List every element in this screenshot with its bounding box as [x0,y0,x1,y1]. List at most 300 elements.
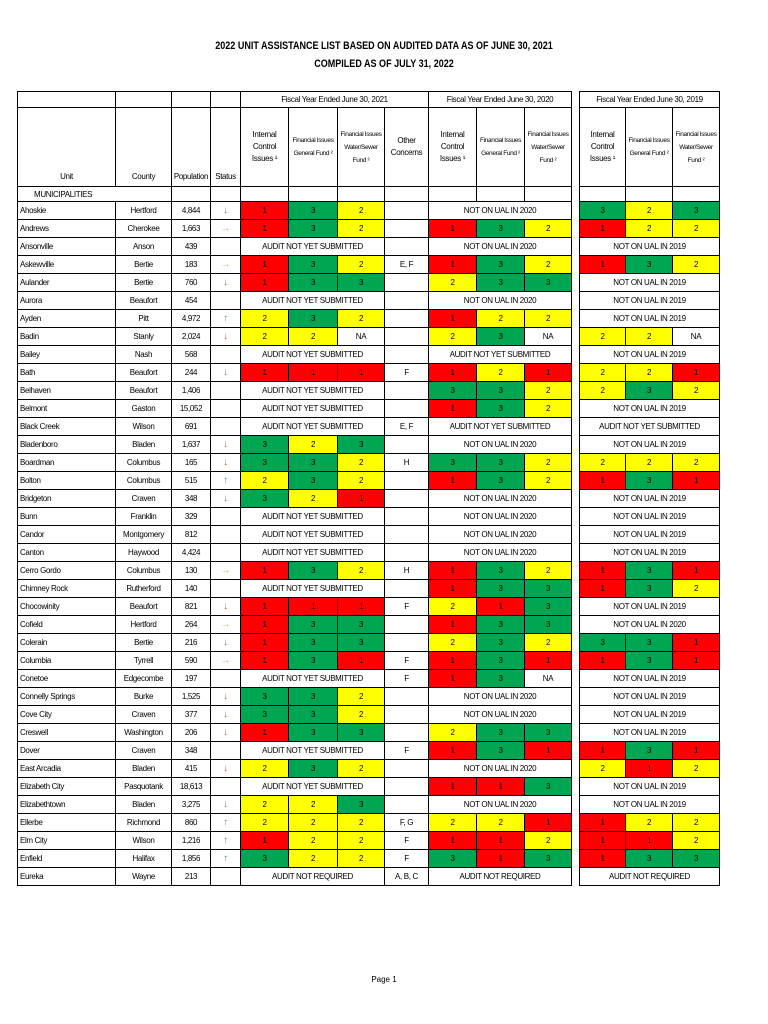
rating-value: 3 [450,386,455,395]
status-cell [211,724,241,742]
fy-2019-header: Fiscal Year Ended June 30, 2019 [580,92,720,108]
rating-cell-2019 [626,562,673,580]
population-value: 4,844 [172,202,211,220]
rating-value: 3 [646,638,652,647]
rating-value: 3 [600,206,605,215]
rating-cell-2019 [673,364,720,382]
section-row [18,187,720,202]
page-number: Page 1 [371,975,397,984]
rating-cell-2019 [673,202,720,220]
rating-value: 3 [545,278,551,287]
status-message-2021: AUDIT NOT YET SUBMITTED [241,400,385,418]
rating-value: 2 [450,332,455,341]
rating-cell-2020 [525,580,572,598]
status-cell [211,598,241,616]
rating-cell-2019 [580,814,626,832]
rating-cell-2020: NA [525,670,572,688]
rating-value: 2 [358,224,364,233]
unit-name: Eureka [18,868,116,886]
rating-value: 3 [646,476,652,485]
other-concerns [385,778,429,796]
rating-value: 2 [646,224,652,233]
rating-cell-2021 [338,274,385,292]
population-value: 812 [172,526,211,544]
rating-cell-2020 [429,382,477,400]
unit-name: Cove City [18,706,116,724]
rating-cell-2021 [241,274,289,292]
rating-value: 3 [693,206,699,215]
rating-value: 1 [545,818,551,827]
unit-name: Askewville [18,256,116,274]
rating-cell-2019 [673,562,720,580]
rating-value: 2 [358,458,364,467]
unit-name: Belmont [18,400,116,418]
rating-value: 3 [310,278,316,287]
rating-value: 3 [545,620,551,629]
rating-value: 3 [358,620,364,629]
unit-name: Creswell [18,724,116,742]
other-concerns [385,760,429,778]
population-value: 860 [172,814,211,832]
county-name: Nash [116,346,172,364]
unit-name: Elizabeth City [18,778,116,796]
table-row [18,220,720,238]
table-row [18,778,720,796]
table-row [18,634,720,652]
rating-value: 1 [450,782,455,791]
status-cell [211,382,241,400]
population-value: 18,613 [172,778,211,796]
status-cell [211,562,241,580]
rating-cell-2020 [429,598,477,616]
status-down-arrow-icon: ↓ [223,601,228,612]
rating-cell-2020 [477,598,525,616]
rating-value: 3 [310,224,316,233]
status-message-2019: NOT ON UAL IN 2019 [580,310,720,328]
rating-value: 3 [646,854,652,863]
internal-control-header-2019: Internal Control Issues ¹ [580,108,626,187]
rating-cell-2021 [338,652,385,670]
other-concerns [385,508,429,526]
rating-cell-2021 [241,814,289,832]
rating-cell-2020 [525,832,572,850]
column-separator [572,652,580,670]
rating-value: 3 [693,854,699,863]
rating-value: 3 [545,728,551,737]
other-concerns [385,688,429,706]
population-value: 1,637 [172,436,211,454]
status-header: Status [211,108,241,187]
unit-assistance-table [17,91,720,886]
table-row [18,868,720,886]
table-row [18,310,720,328]
status-cell [211,328,241,346]
rating-value: 3 [310,206,316,215]
column-separator [572,526,580,544]
rating-cell-2021 [338,688,385,706]
rating-value: 3 [646,746,652,755]
rating-value: 3 [600,638,605,647]
rating-cell-2021 [241,706,289,724]
table-row [18,274,720,292]
unit-name: Bridgeton [18,490,116,508]
rating-cell-2020 [525,364,572,382]
rating-value: 2 [262,800,267,809]
rating-cell-2019 [626,760,673,778]
status-down-arrow-icon: ↓ [223,691,228,702]
rating-cell-2021 [289,274,338,292]
rating-cell-2019 [580,652,626,670]
column-separator [572,706,580,724]
rating-cell-2020 [429,652,477,670]
table-row [18,814,720,832]
status-message-2019: NOT ON UAL IN 2020 [580,616,720,634]
table-row [18,724,720,742]
status-message-2021: AUDIT NOT YET SUBMITTED [241,778,385,796]
population-value: 590 [172,652,211,670]
rating-value: 2 [262,476,267,485]
population-value: 821 [172,598,211,616]
rating-cell-2020 [477,652,525,670]
column-separator [572,274,580,292]
rating-value: 2 [693,458,699,467]
status-message-2019: NOT ON UAL IN 2019 [580,490,720,508]
population-value: 183 [172,256,211,274]
status-message-2021: AUDIT NOT YET SUBMITTED [241,580,385,598]
other-concerns [385,616,429,634]
unit-name: Ellerbe [18,814,116,832]
rating-cell-2020 [525,742,572,760]
rating-cell-2021 [338,562,385,580]
table-row [18,616,720,634]
rating-cell-2020 [429,328,477,346]
rating-cell-2019 [580,256,626,274]
rating-cell-2020 [429,400,477,418]
status-down-arrow-icon: ↓ [223,331,228,342]
status-message-2020: NOT ON UAL IN 2020 [429,796,572,814]
population-value: 454 [172,292,211,310]
county-name: Bertie [116,274,172,292]
unit-name: Chocowinity [18,598,116,616]
rating-value: 3 [545,782,551,791]
rating-cell-2020 [429,832,477,850]
rating-value: 3 [262,692,267,701]
status-cell [211,868,241,886]
status-message-2019: NOT ON UAL IN 2019 [580,688,720,706]
rating-value: 1 [498,782,503,791]
rating-cell-2021 [241,616,289,634]
rating-value: 2 [310,440,316,449]
rating-value: 1 [600,836,605,845]
county-name: Wilson [116,418,172,436]
status-message-2021: AUDIT NOT YET SUBMITTED [241,544,385,562]
status-down-arrow-icon: ↓ [223,367,228,378]
rating-value: 2 [450,278,455,287]
status-down-arrow-icon: ↓ [223,727,228,738]
rating-value: 3 [646,584,652,593]
rating-cell-2020 [525,256,572,274]
internal-control-header: Internal Control Issues ¹ [241,108,289,187]
rating-value: 2 [600,764,605,773]
rating-value: 3 [498,746,503,755]
rating-cell-2020 [429,850,477,868]
status-message-2019: NOT ON UAL IN 2019 [580,400,720,418]
status-message-2021: AUDIT NOT REQUIRED [241,868,385,886]
rating-cell-2020 [477,832,525,850]
status-message-2021: AUDIT NOT YET SUBMITTED [241,238,385,256]
status-up-arrow-icon: ↑ [223,835,228,846]
rating-value: 1 [600,818,605,827]
rating-value: 2 [646,458,652,467]
other-concerns [385,382,429,400]
county-name: Edgecombe [116,670,172,688]
population-value: 4,972 [172,310,211,328]
rating-cell-2020 [477,382,525,400]
table-row [18,454,720,472]
rating-value: 1 [262,278,267,287]
rating-value: 2 [545,404,551,413]
table-row [18,328,720,346]
population-value: 1,216 [172,832,211,850]
population-value: 1,525 [172,688,211,706]
rating-cell-2021 [289,616,338,634]
rating-value: 3 [646,566,652,575]
rating-cell-2021 [289,364,338,382]
column-separator [572,544,580,562]
internal-control-header-2020: Internal Control Issues ¹ [429,108,477,187]
rating-value: 2 [646,818,652,827]
rating-value: 1 [498,602,503,611]
status-down-arrow-icon: ↓ [223,637,228,648]
rating-value: 3 [498,458,503,467]
population-value: 165 [172,454,211,472]
unit-name: Bladenboro [18,436,116,454]
rating-cell-2020 [477,742,525,760]
rating-cell-2020 [477,634,525,652]
other-concerns: F [385,670,429,688]
status-message-2020: NOT ON UAL IN 2020 [429,202,572,220]
rating-cell-2020 [525,400,572,418]
county-name: Craven [116,490,172,508]
other-concerns: F [385,832,429,850]
rating-value: 2 [545,260,551,269]
unit-name: Cofield [18,616,116,634]
status-message-2019: AUDIT NOT REQUIRED [580,868,720,886]
county-name: Franklin [116,508,172,526]
rating-value: 2 [450,602,455,611]
rating-value: 1 [600,566,605,575]
rating-cell-2019 [626,472,673,490]
county-name: Columbus [116,562,172,580]
rating-cell-2019 [673,742,720,760]
status-down-arrow-icon: ↓ [223,763,228,774]
status-message-2020: AUDIT NOT YET SUBMITTED [429,418,572,436]
rating-value: 2 [358,836,364,845]
other-concerns [385,724,429,742]
rating-cell-2019 [626,634,673,652]
rating-value: 2 [693,836,699,845]
rating-value: 1 [262,638,267,647]
status-cell [211,760,241,778]
rating-cell-2020 [477,580,525,598]
status-cell [211,202,241,220]
county-name: Gaston [116,400,172,418]
population-value: 216 [172,634,211,652]
section-label: MUNICIPALITIES [18,187,172,202]
rating-cell-2021 [289,598,338,616]
county-name: Pitt [116,310,172,328]
county-name: Columbus [116,472,172,490]
rating-value: 1 [600,260,605,269]
status-cell [211,292,241,310]
unit-name: Chimney Rock [18,580,116,598]
rating-cell-2019 [673,256,720,274]
rating-cell-2019: NA [673,328,720,346]
other-concerns [385,436,429,454]
status-message-2019: NOT ON UAL IN 2019 [580,724,720,742]
rating-value: 3 [310,566,316,575]
other-concerns: F, G [385,814,429,832]
rating-value: 2 [693,386,699,395]
rating-cell-2019 [626,832,673,850]
table-row [18,400,720,418]
rating-value: 1 [600,656,605,665]
rating-cell-2019 [580,850,626,868]
other-concerns [385,796,429,814]
rating-cell-2019 [673,472,720,490]
rating-value: 3 [450,458,455,467]
rating-value: 1 [450,746,455,755]
rating-cell-2020 [525,724,572,742]
column-separator [572,724,580,742]
status-up-arrow-icon: ↑ [223,475,228,486]
status-message-2021: AUDIT NOT YET SUBMITTED [241,346,385,364]
column-separator [572,562,580,580]
table-row [18,544,720,562]
rating-value: 2 [600,386,605,395]
other-concerns: E, F [385,418,429,436]
status-cell [211,850,241,868]
table-row [18,418,720,436]
column-separator [572,796,580,814]
rating-cell-2019 [626,328,673,346]
rating-value: 1 [358,656,364,665]
status-message-2019: NOT ON UAL IN 2019 [580,346,720,364]
rating-cell-2021 [338,724,385,742]
status-up-arrow-icon: ↑ [223,817,228,828]
status-right-arrow-icon: → [220,619,231,630]
status-cell [211,706,241,724]
table-row [18,760,720,778]
population-value: 206 [172,724,211,742]
table-row [18,562,720,580]
unit-name: Bolton [18,472,116,490]
rating-value: 1 [262,566,267,575]
status-message-2020: NOT ON UAL IN 2020 [429,508,572,526]
table-row [18,472,720,490]
general-fund-header-2020: Financial Issues General Fund ² [477,108,525,187]
status-message-2019: NOT ON UAL IN 2019 [580,508,720,526]
rating-cell-2019 [673,652,720,670]
rating-cell-2021 [289,796,338,814]
other-concerns: F [385,850,429,868]
status-cell [211,634,241,652]
rating-value: 3 [358,728,364,737]
rating-cell-2021 [241,724,289,742]
rating-cell-2020 [477,616,525,634]
rating-value: 3 [310,476,316,485]
county-header: County [116,108,172,187]
status-cell [211,436,241,454]
column-separator [572,472,580,490]
rating-cell-2021 [289,562,338,580]
rating-cell-2021 [338,616,385,634]
status-right-arrow-icon: → [220,655,231,666]
rating-value: 3 [450,854,455,863]
rating-cell-2021 [338,364,385,382]
rating-value: 2 [450,728,455,737]
rating-value: 3 [310,692,316,701]
unit-name: Elm City [18,832,116,850]
rating-cell-2021 [289,472,338,490]
status-cell [211,310,241,328]
rating-value: 1 [450,584,455,593]
column-separator [572,238,580,256]
rating-value: 2 [358,710,364,719]
rating-value: 3 [498,656,503,665]
rating-value: 3 [646,386,652,395]
rating-value: 1 [693,368,699,377]
rating-cell-2020 [429,256,477,274]
table-row [18,670,720,688]
rating-cell-2021 [289,706,338,724]
column-separator [572,364,580,382]
table-row [18,598,720,616]
county-name: Bladen [116,796,172,814]
table-row [18,436,720,454]
rating-cell-2021 [338,310,385,328]
rating-value: 3 [498,260,503,269]
rating-value: 1 [358,368,364,377]
status-message-2020: NOT ON UAL IN 2020 [429,526,572,544]
table-row [18,364,720,382]
rating-cell-2021 [241,598,289,616]
rating-value: 1 [545,656,551,665]
county-name: Burke [116,688,172,706]
rating-cell-2019 [580,742,626,760]
status-down-arrow-icon: ↓ [223,457,228,468]
other-concerns [385,544,429,562]
rating-cell-2020 [477,670,525,688]
table-row [18,796,720,814]
rating-cell-2021 [338,760,385,778]
county-name: Rutherford [116,580,172,598]
rating-value: 3 [262,494,267,503]
county-name: Washington [116,724,172,742]
column-separator [572,616,580,634]
population-value: 568 [172,346,211,364]
fiscal-year-row [18,92,720,108]
rating-value: 2 [545,386,551,395]
county-name: Beaufort [116,598,172,616]
column-separator [572,670,580,688]
status-message-2020: NOT ON UAL IN 2020 [429,436,572,454]
other-concerns [385,328,429,346]
rating-value: 2 [310,494,316,503]
rating-cell-2020 [429,274,477,292]
rating-value: 3 [545,602,551,611]
rating-value: 3 [358,638,364,647]
